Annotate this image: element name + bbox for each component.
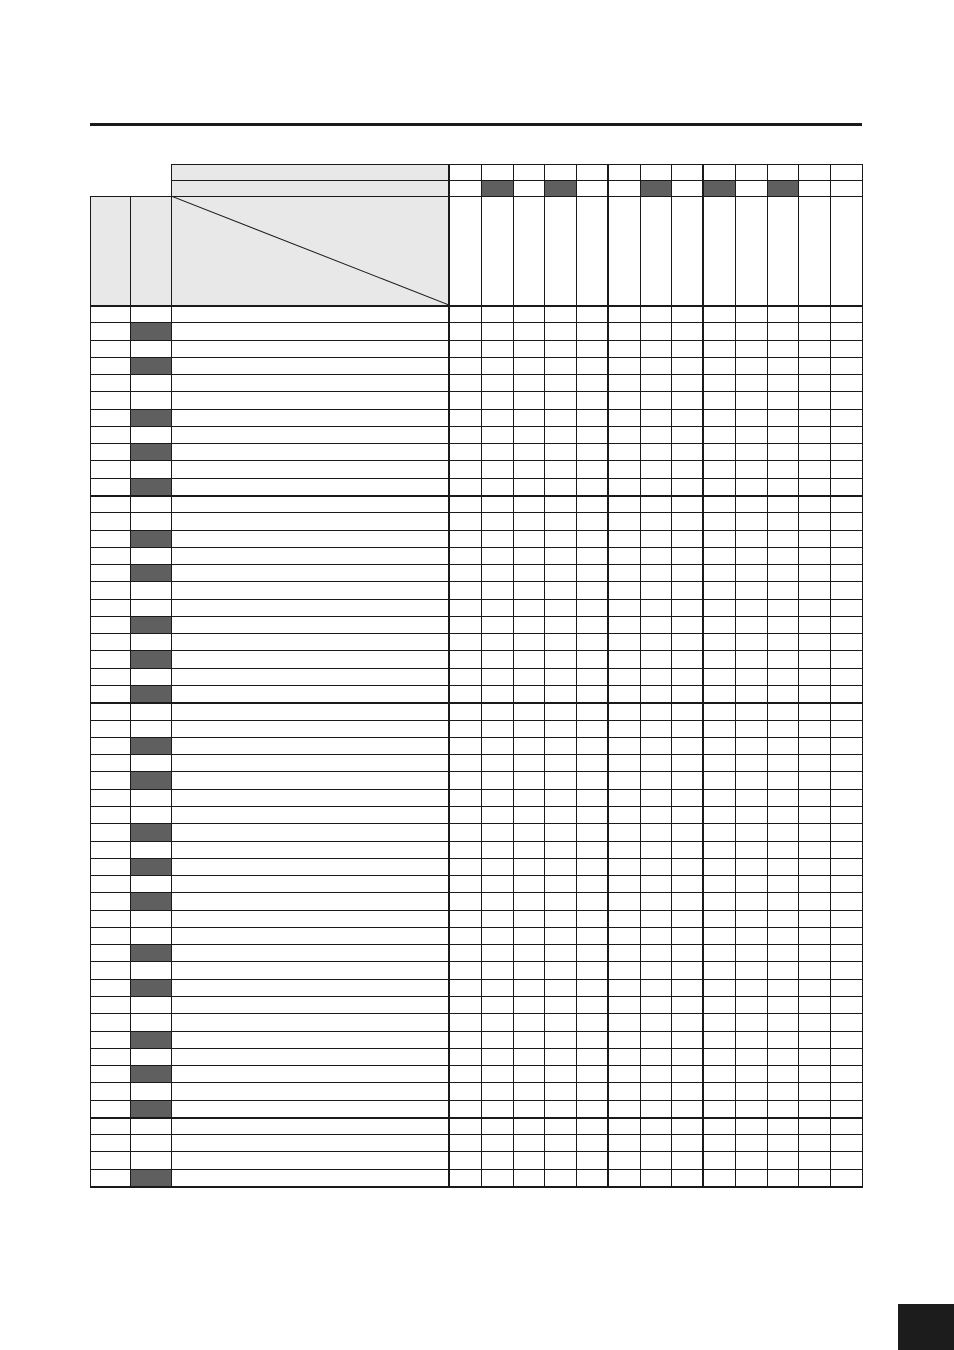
grid-hline: [90, 616, 863, 617]
grid-hline: [90, 305, 863, 307]
grid-hline: [90, 460, 863, 461]
grid-hline: [90, 581, 863, 582]
grid-hline: [90, 1065, 863, 1066]
grid-hline: [171, 164, 862, 165]
shaded-row-cell: [131, 980, 171, 996]
grid-vline: [862, 164, 863, 1187]
grid-hline: [90, 196, 862, 197]
grid-vline: [607, 164, 609, 1187]
grid-hline: [90, 754, 863, 755]
grid-hline: [171, 180, 862, 181]
grid-hline: [90, 547, 863, 548]
grid-hline: [90, 892, 863, 893]
grid-vline: [513, 164, 514, 1187]
grid-hline: [90, 1082, 863, 1083]
grid-hline: [90, 823, 863, 824]
grid-hline: [90, 944, 863, 945]
grid-hline: [90, 478, 863, 479]
grid-vline: [702, 164, 704, 1187]
grid-vline: [544, 164, 545, 1187]
grid-hline: [90, 1151, 863, 1152]
grid-vline: [448, 164, 450, 1187]
grid-hline: [90, 599, 863, 600]
header-label-band-1: [171, 164, 449, 180]
grid-vline: [130, 196, 131, 1187]
grid-vline: [640, 164, 641, 1187]
grid-hline: [90, 1100, 863, 1101]
grid-hline: [90, 737, 863, 738]
grid-vline: [798, 164, 799, 1187]
grid-vline: [481, 164, 482, 1187]
shaded-header-cell: [641, 181, 672, 196]
grid-vline: [671, 164, 672, 1187]
header-corner-mid: [130, 196, 171, 305]
grid-vline: [830, 164, 831, 1187]
shaded-row-cell: [131, 1066, 171, 1082]
grid-hline: [90, 1169, 863, 1170]
grid-hline: [90, 1134, 863, 1135]
shaded-row-cell: [131, 444, 171, 460]
grid-vline: [171, 164, 172, 1187]
shaded-row-cell: [131, 859, 171, 875]
grid-hline: [90, 841, 863, 842]
grid-hline: [90, 1031, 863, 1032]
grid-hline: [90, 996, 863, 997]
grid-hline: [90, 530, 863, 531]
grid-hline: [90, 443, 863, 444]
grid-hline: [90, 633, 863, 634]
grid-hline: [90, 357, 863, 358]
shaded-header-cell: [768, 181, 799, 196]
shaded-row-cell: [131, 531, 171, 547]
grid-hline: [90, 374, 863, 375]
grid-hline: [90, 564, 863, 565]
grid-hline: [90, 789, 863, 790]
shaded-row-cell: [131, 824, 171, 840]
grid-hline: [90, 1048, 863, 1049]
grid-hline: [90, 685, 863, 686]
grid-hline: [90, 1117, 863, 1119]
grid-hline: [90, 702, 863, 704]
shaded-row-cell: [131, 410, 171, 426]
grid-hline: [90, 409, 863, 410]
grid-hline: [90, 806, 863, 807]
grid-hline: [90, 875, 863, 876]
grid-hline: [90, 910, 863, 911]
grid-vline: [735, 164, 736, 1187]
grid-hline: [90, 426, 863, 427]
shaded-row-cell: [131, 651, 171, 667]
shaded-row-cell: [131, 1101, 171, 1117]
header-label-band-2: [171, 180, 449, 196]
grid-vline: [767, 164, 768, 1187]
shaded-header-cell: [545, 181, 576, 196]
shaded-header-cell: [482, 181, 513, 196]
grid-hline: [90, 495, 863, 497]
header-corner-left: [90, 196, 130, 305]
shaded-row-cell: [131, 358, 171, 374]
shaded-row-cell: [131, 565, 171, 581]
grid-hline: [90, 1186, 863, 1188]
shaded-row-cell: [131, 323, 171, 339]
grid-vline: [90, 196, 91, 1187]
shaded-row-cell: [131, 617, 171, 633]
grid-hline: [90, 650, 863, 651]
grid-hline: [90, 512, 863, 513]
grid-hline: [90, 340, 863, 341]
shaded-row-cell: [131, 893, 171, 909]
grid-hline: [90, 391, 863, 392]
grid-hline: [90, 1013, 863, 1014]
grid-hline: [90, 961, 863, 962]
grid-hline: [90, 858, 863, 859]
shaded-header-cell: [704, 181, 735, 196]
shaded-row-cell: [131, 686, 171, 702]
shaded-row-cell: [131, 738, 171, 754]
shaded-row-cell: [131, 772, 171, 788]
grid-hline: [90, 720, 863, 721]
grid-hline: [90, 668, 863, 669]
grid-hline: [90, 771, 863, 772]
shaded-row-cell: [131, 945, 171, 961]
page-number-tab: [898, 1304, 954, 1350]
shaded-row-cell: [131, 1170, 171, 1186]
grid-hline: [90, 927, 863, 928]
grid-vline: [576, 164, 577, 1187]
shaded-row-cell: [131, 479, 171, 495]
grid-hline: [90, 322, 863, 323]
header-diagonal-line: [171, 196, 449, 305]
shaded-row-cell: [131, 1032, 171, 1048]
grid-hline: [90, 979, 863, 980]
